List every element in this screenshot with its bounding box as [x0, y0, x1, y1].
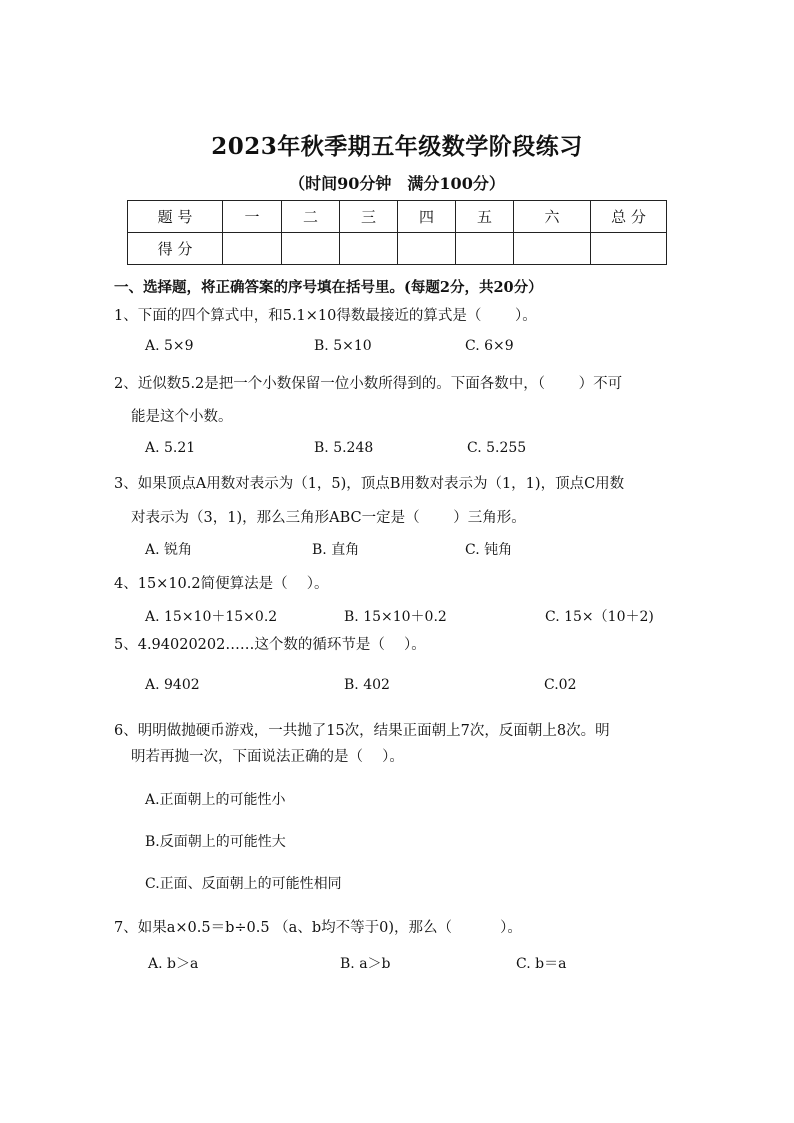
header-cell-6: 六	[514, 201, 591, 233]
score-cell-2[interactable]	[282, 233, 340, 265]
score-table-score-row	[128, 233, 667, 265]
score-cell-3[interactable]	[340, 233, 398, 265]
question-4-text: 4、15×10.2简便算法是（ ）。	[114, 576, 329, 592]
question-5-option-c: C.02	[544, 677, 577, 693]
question-2-text: 2、近似数5.2是把一个小数保留一位小数所得到的。下面各数中，（ ）不可	[114, 376, 623, 392]
question-6-text-cont: 明若再抛一次，下面说法正确的是（ ）。	[131, 749, 404, 765]
question-7-option-c: C. b＝a	[516, 956, 567, 972]
question-1-option-b: B. 5×10	[314, 338, 372, 354]
score-cell-1[interactable]	[223, 233, 282, 265]
score-cell-total[interactable]	[591, 233, 667, 265]
header-cell-2: 二	[282, 201, 340, 233]
question-1-text: 1、下面的四个算式中，和5.1×10得数最接近的算式是（ ）。	[114, 308, 537, 324]
header-cell-label: 题 号	[128, 201, 223, 233]
question-3-option-a: A. 锐角	[145, 542, 193, 558]
question-5-option-b: B. 402	[344, 677, 390, 693]
question-1-option-a: A. 5×9	[145, 338, 194, 354]
question-6-text: 6、明明做抛硬币游戏，一共抛了15次，结果正面朝上7次，反面朝上8次。明	[114, 723, 610, 739]
question-7-text: 7、如果a×0.5＝b÷0.5 （a、b均不等于0)，那么（ ）。	[114, 920, 522, 936]
section-heading: 一、选择题，将正确答案的序号填在括号里。(每题2分，共20分）	[114, 279, 543, 296]
question-2-text-cont: 能是这个小数。	[131, 409, 233, 425]
header-cell-3: 三	[340, 201, 398, 233]
question-3-option-b: B. 直角	[312, 542, 360, 558]
score-cell-6[interactable]	[514, 233, 591, 265]
header-cell-total: 总 分	[591, 201, 667, 233]
header-cell-4: 四	[398, 201, 456, 233]
question-5-option-a: A. 9402	[145, 677, 200, 693]
score-row-label: 得 分	[128, 233, 223, 265]
score-table	[127, 200, 667, 265]
question-4-option-b: B. 15×10＋0.2	[344, 609, 447, 625]
question-3-text: 3、如果顶点A用数对表示为（1，5)，顶点B用数对表示为（1，1)，顶点C用数	[114, 476, 625, 492]
question-2-option-b: B. 5.248	[314, 440, 374, 456]
header-cell-5: 五	[456, 201, 514, 233]
question-2-option-a: A. 5.21	[145, 440, 196, 456]
score-table-header-row	[128, 201, 667, 233]
question-6-option-a: A.正面朝上的可能性小	[145, 792, 286, 808]
question-4-option-a: A. 15×10＋15×0.2	[145, 609, 278, 625]
score-cell-5[interactable]	[456, 233, 514, 265]
question-1-option-c: C. 6×9	[465, 338, 514, 354]
header-cell-1: 一	[223, 201, 282, 233]
page-subtitle: （时间90分钟 满分100分）	[289, 174, 505, 193]
question-5-text: 5、4.94020202……这个数的循环节是（ ）。	[114, 637, 426, 653]
question-3-option-c: C. 钝角	[465, 542, 513, 558]
page-title: 2023年秋季期五年级数学阶段练习	[211, 133, 583, 160]
question-6-option-b: B.反面朝上的可能性大	[145, 834, 286, 850]
question-4-option-c: C. 15×（10＋2)	[545, 609, 654, 625]
question-3-text-cont: 对表示为（3，1)，那么三角形ABC一定是（ ）三角形。	[131, 510, 526, 526]
score-cell-4[interactable]	[398, 233, 456, 265]
question-2-option-c: C. 5.255	[467, 440, 527, 456]
question-7-option-b: B. a＞b	[340, 956, 391, 972]
question-7-option-a: A. b＞a	[148, 956, 199, 972]
question-6-option-c: C.正面、反面朝上的可能性相同	[145, 876, 342, 892]
